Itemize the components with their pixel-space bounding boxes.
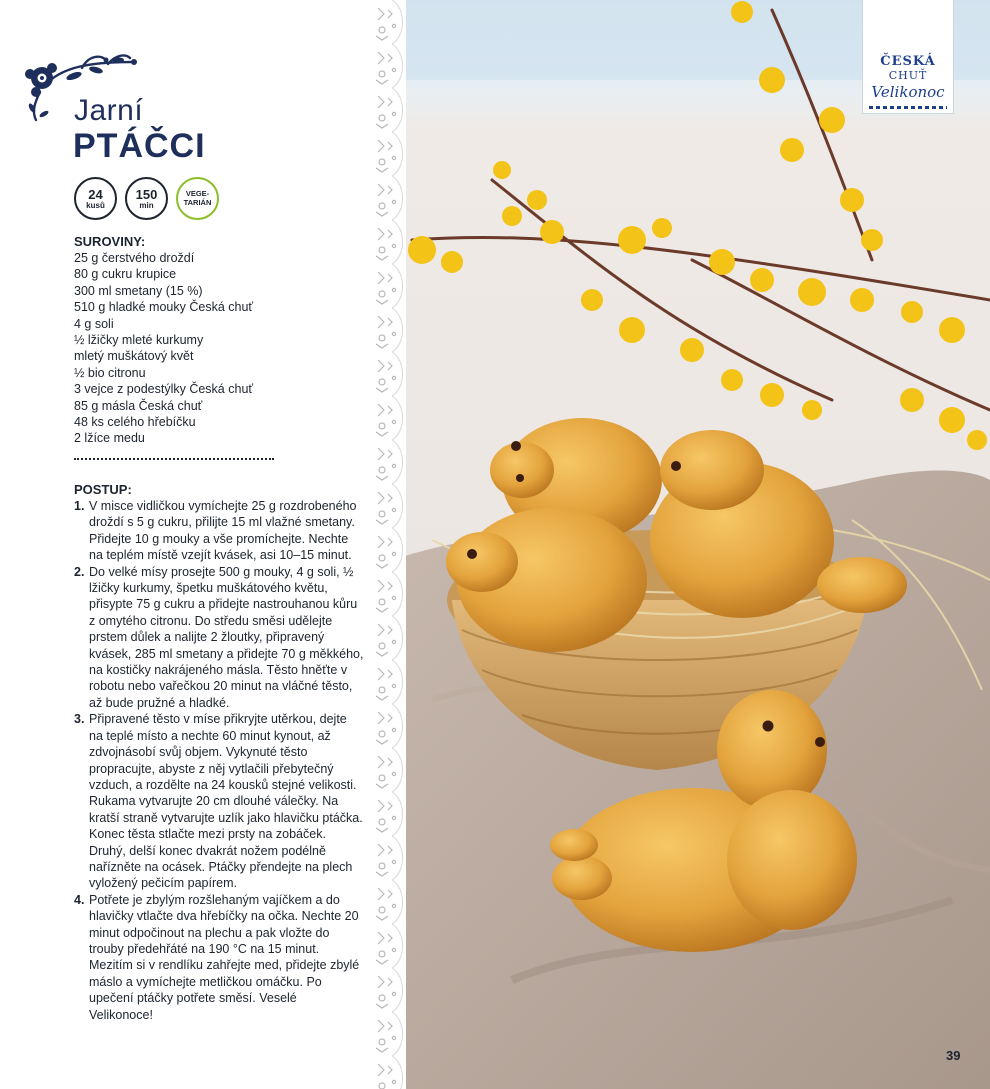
page-number: 39 — [946, 1048, 961, 1063]
time-value: 150 — [135, 186, 158, 202]
method-step — [74, 498, 364, 564]
step-number: 3. — [74, 712, 85, 727]
recipe-badges — [74, 177, 219, 220]
servings-unit: kusů — [86, 200, 105, 210]
method-step — [74, 711, 364, 891]
ingredient-item: 4 g soli — [74, 316, 114, 331]
ingredient-item: 85 g másla Česká chuť — [74, 398, 203, 413]
ingredient-item: 3 vejce z podestýlky Česká chuť — [74, 382, 254, 397]
diet-line-1: VEGE- — [185, 189, 210, 199]
step-text: Potřete je zbylým rozšlehaným vajíčkem a do hlavičky vtlačte dva hřebíčky na očka. Nechte 20 minut odpočinout na plechu a pak vložte do trouby předehřáté na 190 °C na 15 minut. Mezitím si v rendlíku zahřejte med, přidejte zbylé máslo a vymíchejte metličkou omáčku. Po upečení ptáčky potřete směsí. Veselé Velikonoce! — [89, 892, 360, 1022]
time-badge — [125, 177, 168, 220]
method-steps — [74, 498, 364, 1023]
brand-label — [862, 0, 954, 114]
easter-buns-illustration — [392, 0, 990, 1089]
recipe-photo — [392, 0, 990, 1089]
step-text: Do velké mísy prosejte 500 g mouky, 4 g soli, ½ lžičky kurkumy, špetku muškátového květu, přisypte 75 g cukru a přidejte nastrouhanou kůru z omytého citronu. Do středu směsi udělejte prstem důlek a nalijte 2 žloutky, připravený kvásek, 285 ml smetany a přidejte 70 g měkkého, na kostičky nakrájeného másla. Těsto hněťte v robotu nebo vařečkou 20 minut na vláčné těsto, až bude pružné a hladké. — [89, 564, 364, 710]
ingredient-item: 510 g hladké mouky Česká chuť — [74, 300, 254, 315]
step-number: 1. — [74, 499, 85, 513]
brand-line-3: Velikonoc — [871, 83, 945, 101]
diet-line-2: TARIÁN — [183, 197, 212, 207]
ingredient-item: 2 lžíce medu — [74, 431, 145, 446]
recipe-title-prefix: Jarní — [74, 94, 144, 127]
servings-badge — [74, 177, 117, 220]
method-step — [74, 564, 364, 712]
brand-stripe — [869, 106, 947, 109]
step-number: 4. — [74, 892, 85, 907]
ingredients-list — [74, 250, 253, 447]
lace-edge-icon — [372, 0, 406, 1089]
ingredients-heading: SUROVINY: — [74, 234, 146, 249]
brand-line-2: CHUŤ — [888, 69, 928, 82]
ingredient-item: 300 ml smetany (15 %) — [74, 283, 203, 298]
ingredient-item: 25 g čerstvého droždí — [74, 251, 195, 265]
time-unit: min — [139, 200, 154, 210]
method-step — [74, 892, 364, 1023]
servings-value: 24 — [88, 186, 103, 202]
ingredient-item: ½ lžičky mleté kurkumy — [74, 333, 204, 348]
dotted-divider — [74, 458, 274, 460]
method-heading: POSTUP: — [74, 482, 132, 497]
ingredient-item: mletý muškátový květ — [74, 349, 194, 364]
ingredient-item: 80 g cukru krupice — [74, 267, 177, 282]
recipe-title: PTÁČCI — [73, 127, 206, 165]
recipe-column — [0, 0, 388, 1089]
ingredient-item: ½ bio citronu — [74, 365, 146, 380]
ingredient-item: 48 ks celého hřebíčku — [74, 415, 196, 430]
step-number: 2. — [74, 564, 85, 579]
step-text: Připravené těsto v míse přikryjte utěrkou, dejte na teplé místo a nechte 60 minut kynout, až zdvojnásobí svůj objem. Vykynuté těsto propracujte, abyste z něj vytlačili přebytečný vzduch, a rozdělte na 24 kousků stejné velikosti. Rukama vytvarujte 20 cm dlouhé válečky. Na kratší straně vytvarujte uzlík jako hlavičku ptáčka. Konec těsta stlačte mezi prsty na zobáček. Druhý, delší konec dvakrát nožem podélně nařízněte na ocásek. Ptáčky přendejte na plech vyložený pečicím papírem. — [89, 712, 363, 891]
step-text: V misce vidličkou vymíchejte 25 g rozdrobeného droždí s 5 g cukru, přilijte 15 ml vlažné smetany. Přidejte 10 g mouky a vše promíchejte. Nechte na teplém místě vzejít kvásek, asi 10–15 minut. — [89, 499, 357, 563]
brand-line-1: ČESKÁ — [880, 54, 936, 69]
vegetarian-badge — [176, 177, 219, 220]
